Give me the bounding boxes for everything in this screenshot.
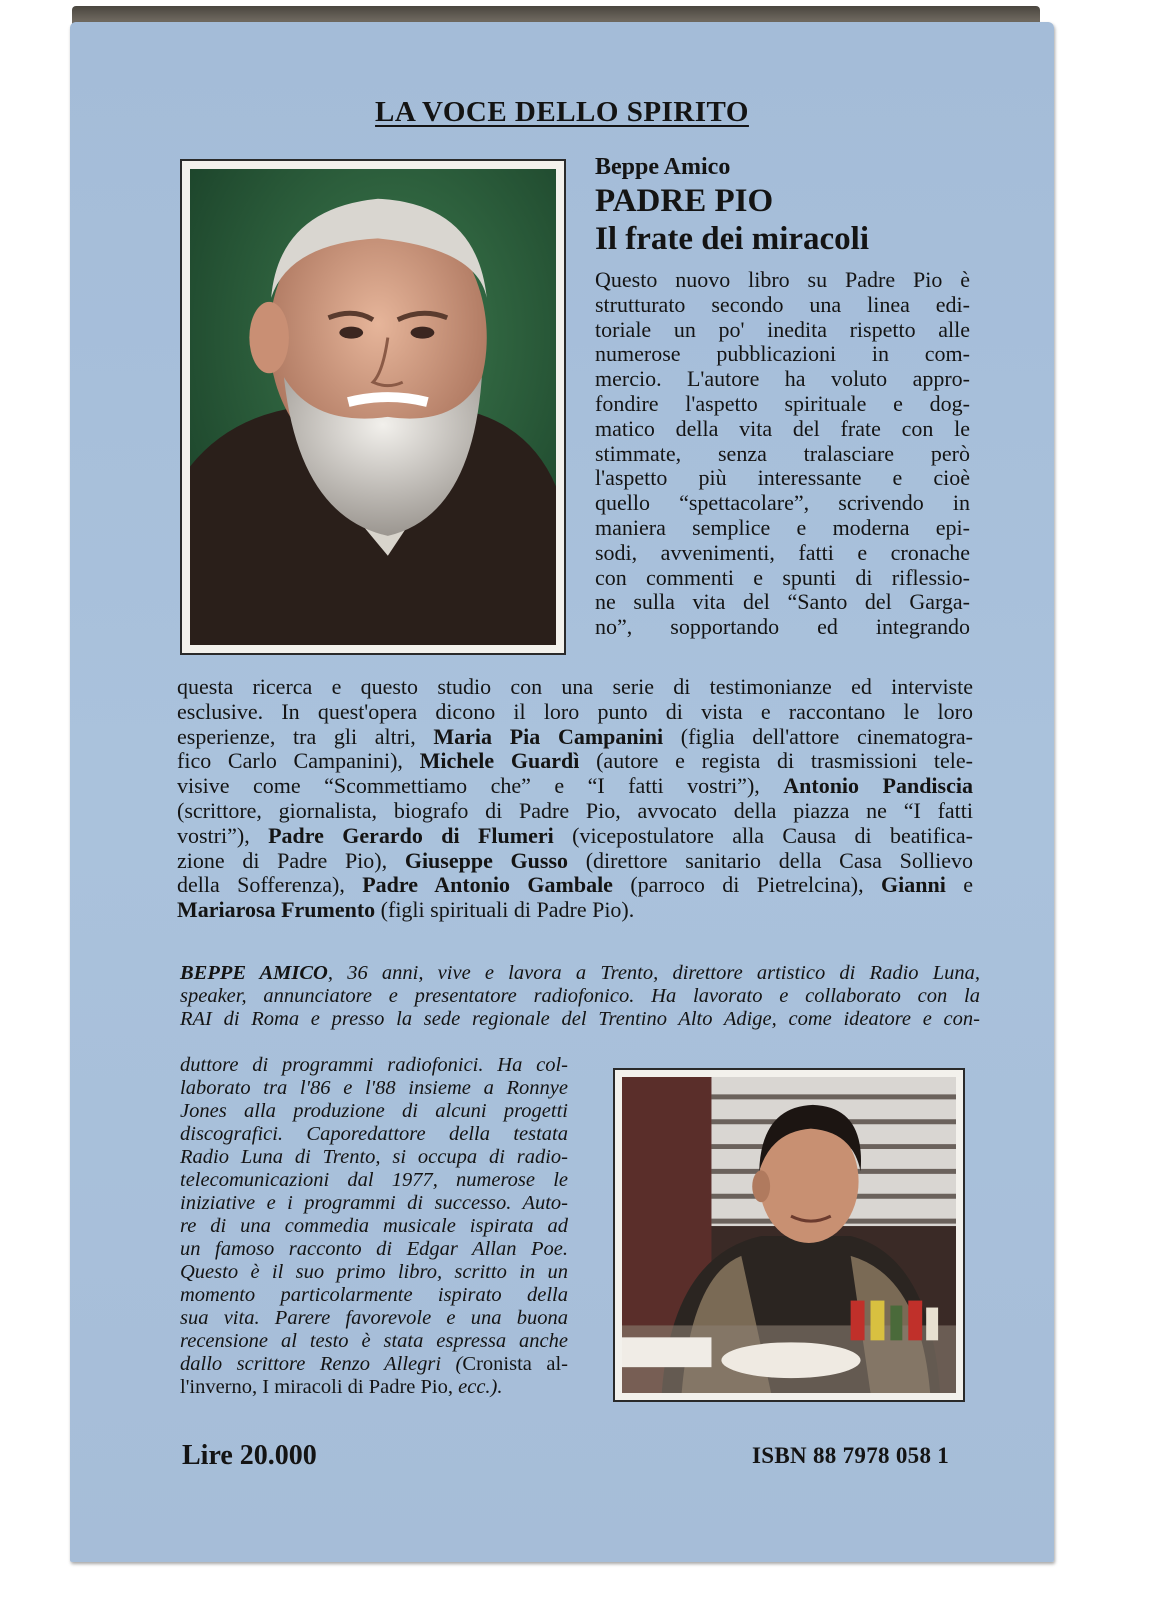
padre-pio-portrait (180, 159, 566, 655)
price-label: Lire 20.000 (182, 1440, 317, 1471)
book-title: PADRE PIO Il frate dei miracoli (595, 183, 869, 257)
book-back-cover (70, 22, 1054, 1562)
series-title: LA VOCE DELLO SPIRITO (375, 96, 749, 128)
author-bio: BEPPE AMICO, 36 anni, vive e lavora a Trento, direttore artistico di Radio Luna, speaker, annunciatore e presentatore radiofonico. Ha lavorato e collaborato con la RAI di Roma e presso la sede regionale del Trentino Alto Adige, come ideatore e con- (180, 962, 980, 1030)
author-photo (613, 1068, 965, 1402)
author-name: Beppe Amico (595, 154, 731, 180)
description-continued: questa ricerca e questo studio con una serie di testimonianze ed interviste esclusive. In quest'opera dicono il loro punto di vista e raccontano le loro esperienze, tra gli altri, Maria Pia Campanini (figlia dell'attore cinematogra- fico Carlo Campanini), Michele Guardì (autore e regista di trasmissioni tele- visive come “Scommettiamo che” e “I fatti vostri”), Antonio Pandiscia (scrittore, giornalista, biografo di Padre Pio, avvocato della piazza ne “I fatti vostri”), Padre Gerardo di Flumeri (vicepostulatore alla Causa di beatifica- zione di Padre Pio), Giuseppe Gusso (direttore sanitario della Casa Sollievo della Sofferenza), Padre Antonio Gambale (parroco di Pietrelcina), Gianni e Mariarosa Frumento (figli spirituali di Padre Pio). (177, 674, 974, 923)
isbn-label: ISBN 88 7978 058 1 (752, 1443, 950, 1468)
author-bio-continued: duttore di programmi radiofonici. Ha col- laborato tra l'86 e l'88 insieme a Ronnye Jones alla produzione di alcuni progetti discografici. Caporedattore della testata Radio Luna di Trento, si occupa di radio- telecomunicazioni dal 1977, numerose le iniziative e i programmi di successo. Auto- re di una commedia musicale ispirata ad un famoso racconto di Edgar Allan Poe. Questo è il suo primo libro, scritto in un momento particolarmente ispirato della sua vita. Parere favorevole e una buona recensione al testo è stata espressa anche dallo scrittore Renzo Allegri (Cronista al- l'inverno, I miracoli di Padre Pio, ecc.). (180, 1054, 568, 1398)
description-column: Questo nuovo libro su Padre Pio è strutturato secondo una linea edi- toriale un po' inedita rispetto alle numerose pubblicazioni in com- mercio. L'autore ha voluto appro- fondire l'aspetto spirituale e dog- matico della vita del frate con le stimmate, senza tralasciare però l'aspetto più interessante e cioè quello “spettacolare”, scrivendo in maniera semplice e moderna epi- sodi, avvenimenti, fatti e cronache con commenti e spunti di riflessio- ne sulla vita del “Santo del Garga- no”, sopportando ed integrando (595, 267, 970, 640)
